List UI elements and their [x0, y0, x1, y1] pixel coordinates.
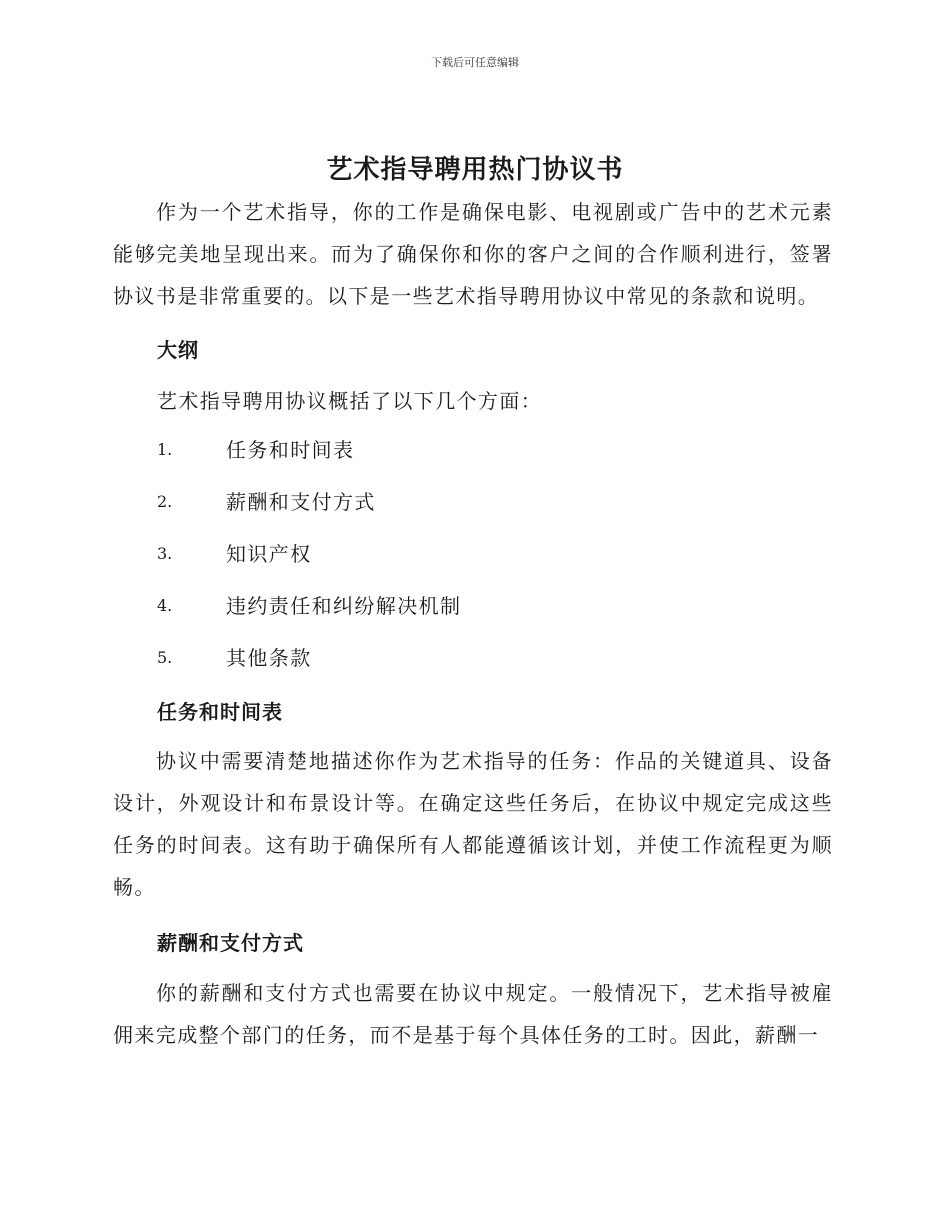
outline-list [157, 436, 461, 696]
header-note: 下载后可任意编辑 [431, 56, 519, 69]
list-item-text: 其他条款 [226, 646, 312, 670]
list-item [157, 644, 461, 696]
list-item-number: 1. [157, 440, 173, 459]
outline-lead: 艺术指导聘用协议概括了以下几个方面： [157, 389, 543, 413]
list-item [157, 488, 461, 540]
intro-paragraph: 作为一个艺术指导，你的工作是确保电影、电视剧或广告中的艺术元素能够完美地呈现出来。而为了确保你和你的客户之间的合作顺利进行，签署协议书是非常重要的。以下是一些艺术指导聘用协议中常见的条款和说明。 [113, 200, 833, 308]
list-item-number: 3. [157, 544, 173, 563]
list-item [157, 436, 461, 488]
list-item-text: 薪酬和支付方式 [226, 490, 376, 514]
section-heading-pay: 薪酬和支付方式 [157, 931, 304, 955]
outline-heading: 大纲 [157, 338, 199, 362]
list-item-number: 5. [157, 648, 173, 667]
document-title: 艺术指导聘用热门协议书 [326, 155, 624, 185]
section-body-pay: 你的薪酬和支付方式也需要在协议中规定。一般情况下，艺术指导被雇佣来完成整个部门的任务，而不是基于每个具体任务的工时。因此，薪酬一 [113, 981, 833, 1047]
list-item-number: 2. [157, 492, 173, 511]
list-item-text: 任务和时间表 [226, 438, 355, 462]
list-item-text: 知识产权 [226, 542, 312, 566]
list-item-number: 4. [157, 596, 173, 615]
section-heading-tasks: 任务和时间表 [157, 700, 283, 724]
list-item-text: 违约责任和纠纷解决机制 [226, 594, 462, 618]
list-item [157, 592, 461, 644]
section-body-tasks: 协议中需要清楚地描述你作为艺术指导的任务：作品的关键道具、设备设计，外观设计和布景设计等。在确定这些任务后，在协议中规定完成这些任务的时间表。这有助于确保所有人都能遵循该计划，并使工作流程更为顺畅。 [113, 749, 833, 899]
list-item [157, 540, 461, 592]
